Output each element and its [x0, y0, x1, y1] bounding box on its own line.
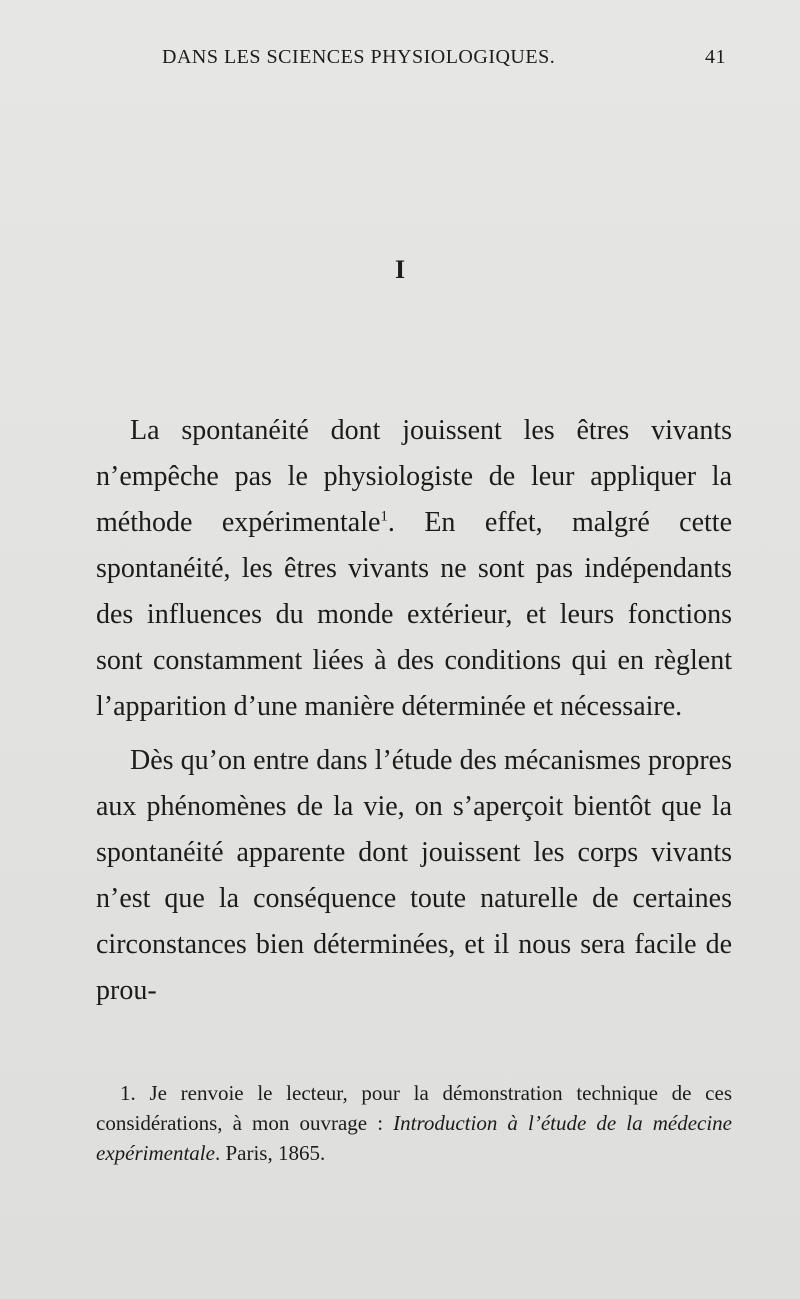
section-number: I [394, 255, 406, 284]
paragraph-1-part-1: La spontanéité dont jouissent les êtres vivants n’empêche pas le physiologiste de leur appliquer la méthode expérimentale [96, 415, 732, 538]
body-text [96, 408, 732, 1014]
footnote-reference: 1 [380, 508, 388, 525]
footnote-book-title: Introduction à l’étude de la médecine expérimentale [96, 1111, 733, 1165]
paragraph-1-part-2: . En effet, malgré cette spontanéité, les êtres vivants ne sont pas indépendants des influences du monde extérieur, et leurs fonctions sont constamment liées à des conditions qui en règlent l’apparition d’une manière déterminée et nécessaire. [96, 507, 732, 722]
paragraph-1 [96, 408, 732, 730]
footnote-marker: 1. [120, 1081, 136, 1105]
running-title: DANS LES SCIENCES PHYSIOLOGIQUES. [162, 46, 556, 68]
footnote-text-part-2: . Paris, 1865. [214, 1141, 326, 1165]
running-head [96, 46, 732, 76]
footnote-text-part-1: Je renvoie le lecteur, pour la démonstration technique de ces considérations, à mon ouvrage : [96, 1081, 732, 1135]
paragraph-2: Dès qu’on entre dans l’étude des mécanismes propres aux phénomènes de la vie, on s’aperçoit bientôt que la spontanéité apparente dont jouissent les corps vivants n’est que la conséquence toute naturelle de certaines circonstances bien déterminées, et il nous sera facile de prou- [96, 745, 732, 1006]
page-number: 41 [705, 46, 726, 68]
footnote [96, 1078, 732, 1168]
